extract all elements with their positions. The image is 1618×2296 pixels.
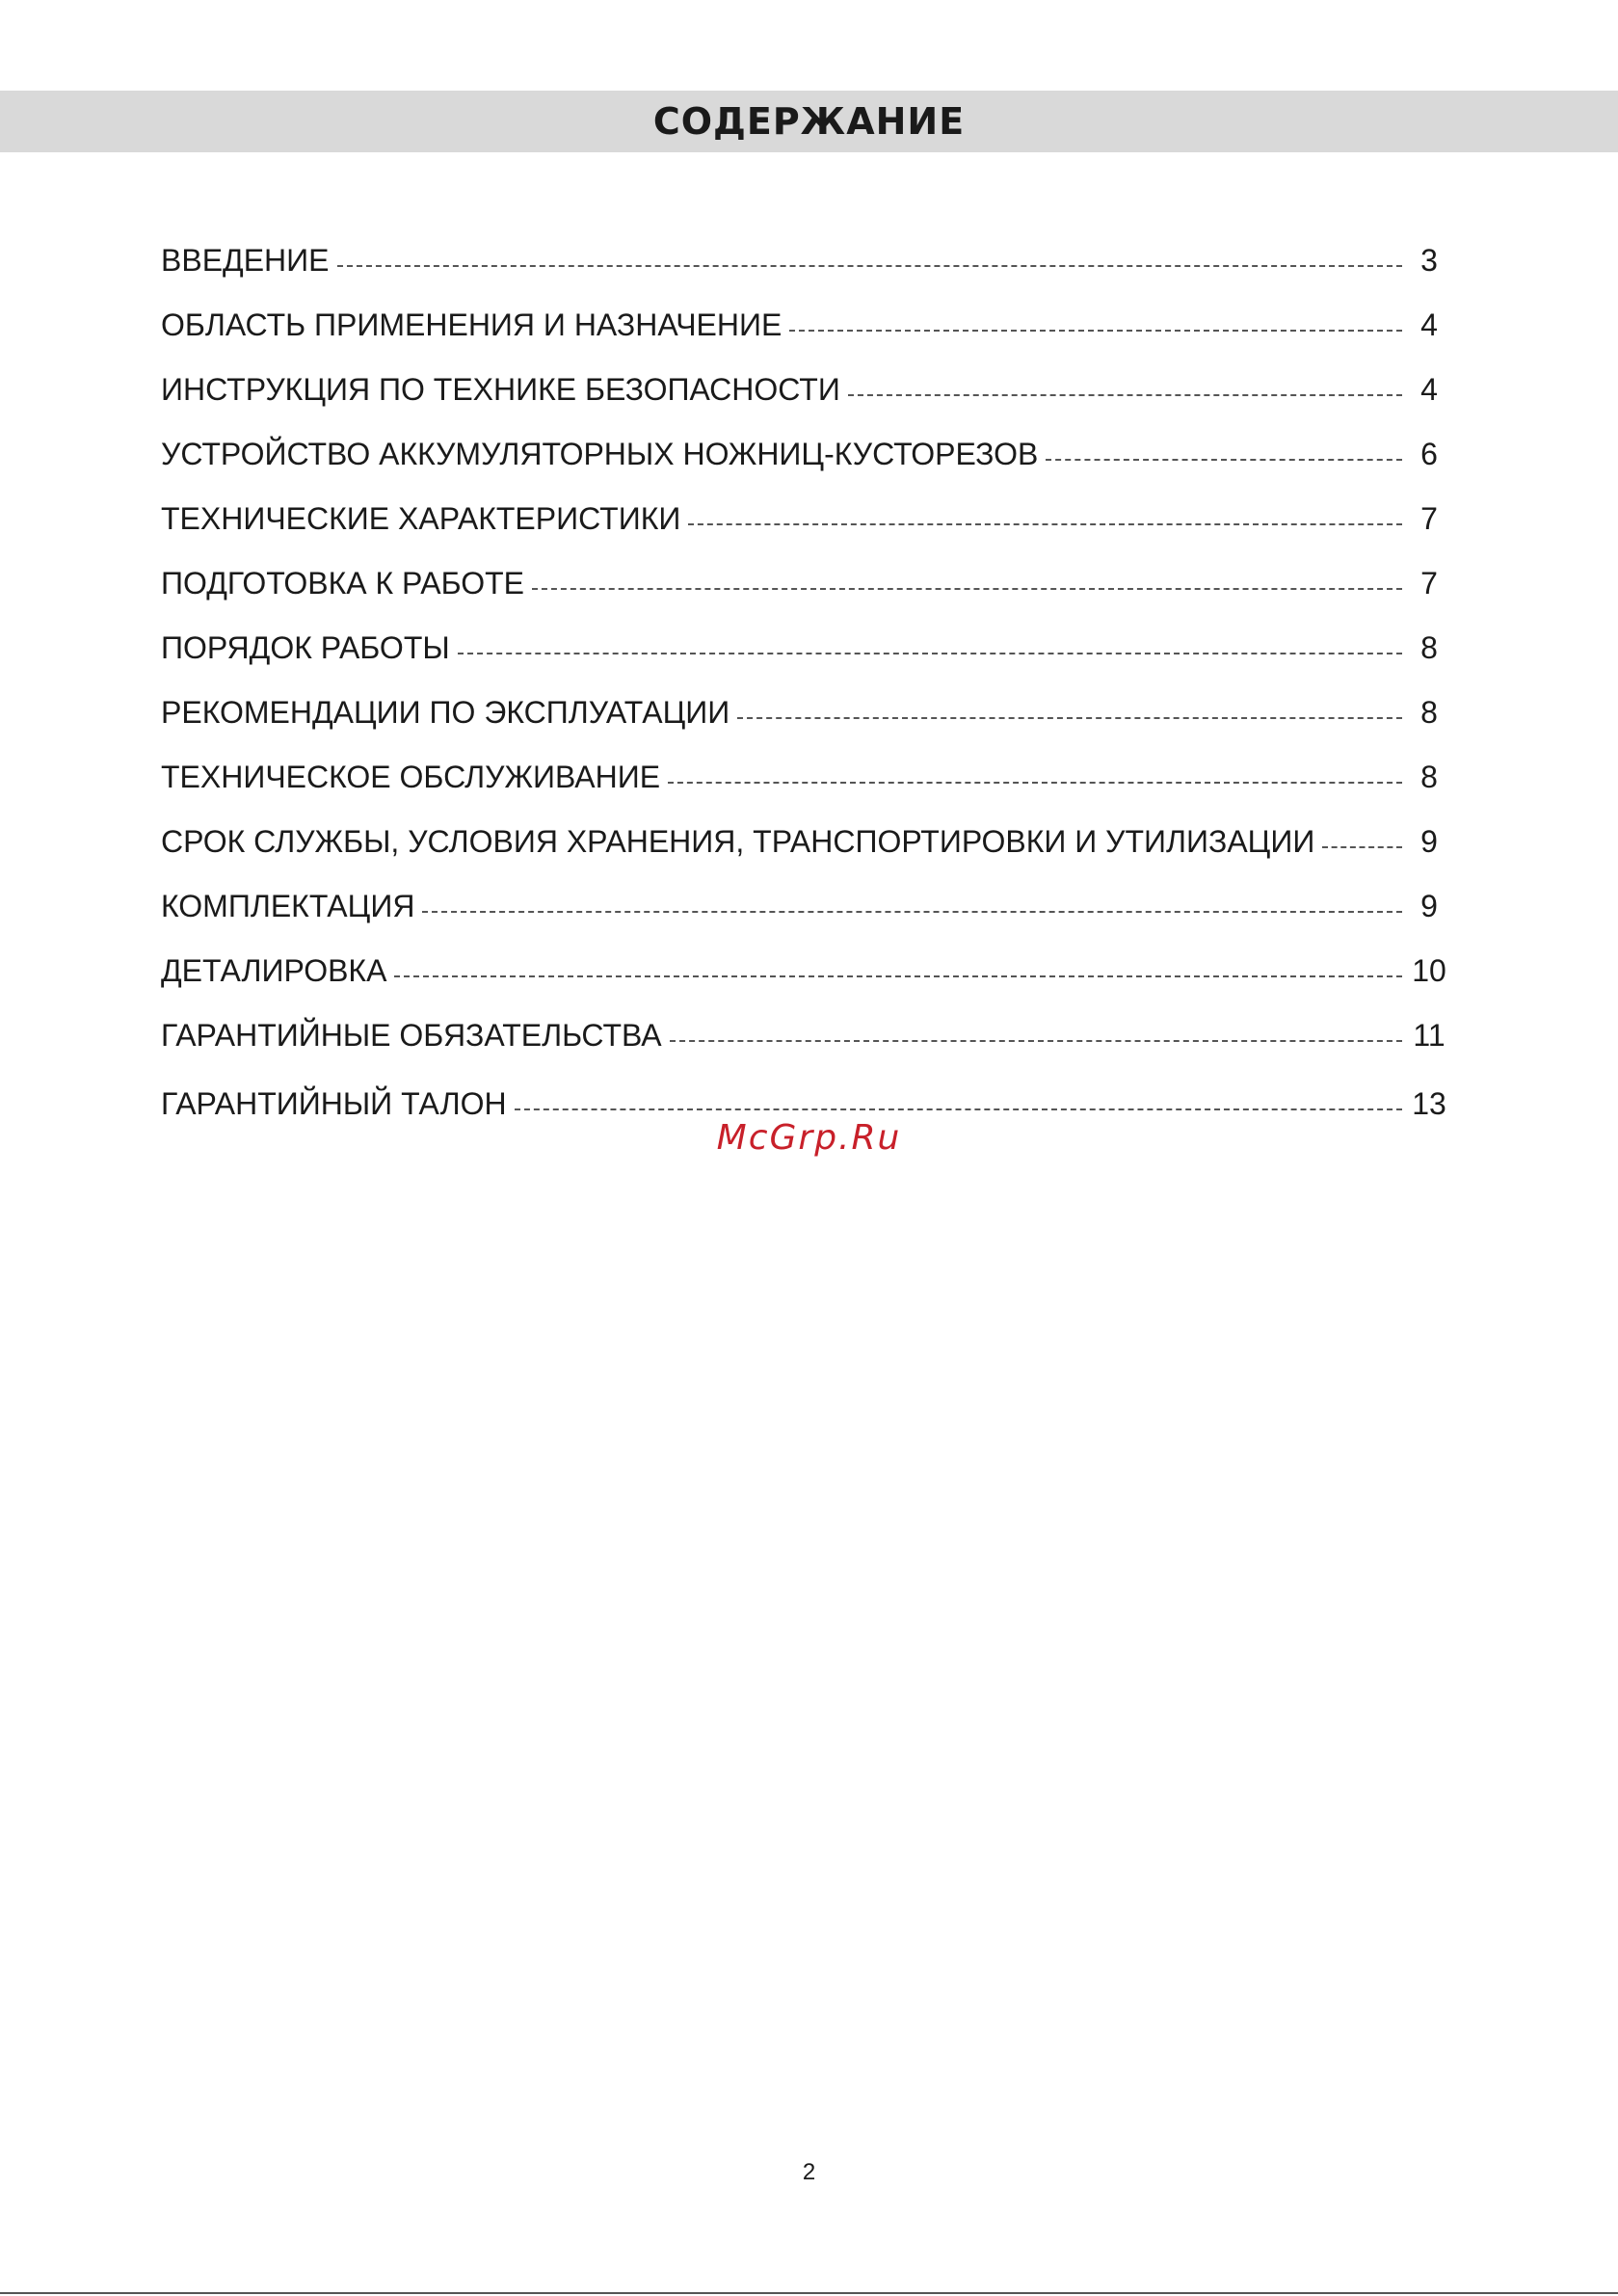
watermark: McGrp.Ru	[716, 1118, 902, 1158]
toc-entry-label: ОБЛАСТЬ ПРИМЕНЕНИЯ И НАЗНАЧЕНИЕ	[161, 307, 782, 342]
toc-entry[interactable]	[161, 1006, 1448, 1071]
toc-entry[interactable]	[161, 942, 1448, 1006]
toc-entry-label: ТЕХНИЧЕСКИЕ ХАРАКТЕРИСТИКИ	[161, 501, 681, 536]
toc-dot-leader	[848, 394, 1402, 396]
toc-entry-label: ПОДГОТОВКА К РАБОТЕ	[161, 566, 524, 601]
toc-dot-leader	[668, 782, 1402, 784]
toc-entry-label: ДЕТАЛИРОВКА	[161, 953, 387, 988]
toc-entry-page: 3	[1420, 243, 1438, 278]
toc-dot-leader	[532, 588, 1402, 590]
toc-entry[interactable]	[161, 813, 1448, 877]
toc-entry-label: ТЕХНИЧЕСКОЕ ОБСЛУЖИВАНИЕ	[161, 760, 661, 794]
toc-entry[interactable]	[161, 748, 1448, 813]
toc-entry-page: 8	[1420, 630, 1438, 665]
toc-entry-label: УСТРОЙСТВО АККУМУЛЯТОРНЫХ НОЖНИЦ-КУСТОРЕЗОВ	[161, 437, 1039, 471]
toc-dot-leader	[394, 975, 1402, 977]
toc-entry-page: 13	[1412, 1086, 1446, 1121]
toc-entry-label: ГАРАНТИЙНЫЕ ОБЯЗАТЕЛЬСТВА	[161, 1018, 662, 1053]
table-of-contents	[161, 231, 1448, 1139]
toc-entry-label: ГАРАНТИЙНЫЙ ТАЛОН	[161, 1086, 507, 1121]
toc-dot-leader	[1046, 459, 1402, 461]
toc-entry[interactable]	[161, 296, 1448, 360]
toc-entry-page: 11	[1413, 1018, 1446, 1053]
toc-entry-label: ПОРЯДОК РАБОТЫ	[161, 630, 450, 665]
toc-entry-label: ИНСТРУКЦИЯ ПО ТЕХНИКЕ БЕЗОПАСНОСТИ	[161, 372, 840, 407]
toc-entry[interactable]	[161, 554, 1448, 619]
toc-entry-label: СРОК СЛУЖБЫ, УСЛОВИЯ ХРАНЕНИЯ, ТРАНСПОРТИРОВКИ И УТИЛИЗАЦИИ	[161, 824, 1315, 859]
toc-dot-leader	[337, 265, 1403, 267]
toc-dot-leader	[422, 911, 1402, 913]
toc-dot-leader	[1322, 846, 1402, 848]
toc-entry-page: 8	[1420, 695, 1438, 730]
toc-dot-leader	[515, 1108, 1402, 1110]
toc-dot-leader	[670, 1040, 1402, 1042]
toc-dot-leader	[688, 523, 1402, 525]
page-number: 2	[802, 2159, 816, 2185]
toc-entry-label: ВВЕДЕНИЕ	[161, 243, 330, 278]
toc-entry[interactable]	[161, 490, 1448, 554]
toc-entry[interactable]	[161, 231, 1448, 296]
toc-entry-page: 7	[1420, 566, 1438, 601]
toc-dot-leader	[458, 653, 1402, 654]
toc-entry-page: 8	[1420, 760, 1438, 794]
toc-entry[interactable]	[161, 877, 1448, 942]
page-title: СОДЕРЖАНИЕ	[652, 100, 966, 143]
toc-entry-page: 10	[1412, 953, 1446, 988]
toc-entry[interactable]	[161, 683, 1448, 748]
toc-entry-page: 6	[1420, 437, 1438, 471]
toc-entry-label: РЕКОМЕНДАЦИИ ПО ЭКСПЛУАТАЦИИ	[161, 695, 730, 730]
toc-entry[interactable]	[161, 425, 1448, 490]
toc-entry-page: 4	[1420, 372, 1438, 407]
toc-entry[interactable]	[161, 619, 1448, 683]
toc-entry-page: 4	[1420, 307, 1438, 342]
toc-entry-page: 9	[1420, 889, 1438, 923]
toc-dot-leader	[789, 330, 1402, 332]
toc-dot-leader	[737, 717, 1402, 719]
toc-entry-page: 9	[1420, 824, 1438, 859]
bottom-rule	[0, 2292, 1618, 2294]
toc-entry[interactable]	[161, 360, 1448, 425]
toc-entry-page: 7	[1420, 501, 1438, 536]
toc-entry-label: КОМПЛЕКТАЦИЯ	[161, 889, 415, 923]
